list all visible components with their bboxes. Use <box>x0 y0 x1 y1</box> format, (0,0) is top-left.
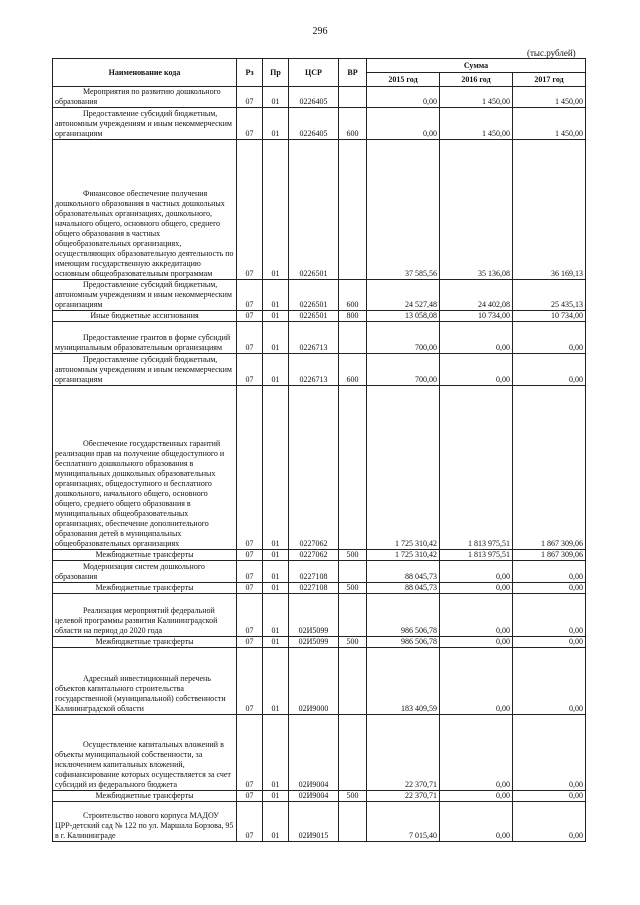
row-rz: 07 <box>237 354 263 386</box>
row-csr: 0226405 <box>289 108 339 140</box>
row-2016: 0,00 <box>440 637 513 648</box>
row-2016: 24 402,08 <box>440 280 513 311</box>
row-2016: 0,00 <box>440 715 513 791</box>
header-sum: Сумма <box>367 59 586 73</box>
row-2015: 1 725 310,42 <box>367 550 440 561</box>
row-pr: 01 <box>263 108 289 140</box>
row-2015: 22 370,71 <box>367 791 440 802</box>
row-vr: 500 <box>339 637 367 648</box>
row-2016: 1 450,00 <box>440 87 513 108</box>
row-vr <box>339 322 367 354</box>
row-2016: 1 450,00 <box>440 108 513 140</box>
header-vr: ВР <box>339 59 367 87</box>
row-2016: 0,00 <box>440 802 513 842</box>
row-2016: 10 734,00 <box>440 311 513 322</box>
row-rz: 07 <box>237 583 263 594</box>
row-2015: 0,00 <box>367 108 440 140</box>
row-2016: 1 813 975,51 <box>440 386 513 550</box>
row-2015: 183 409,59 <box>367 648 440 715</box>
row-pr: 01 <box>263 594 289 637</box>
row-csr: 02И9000 <box>289 648 339 715</box>
row-rz: 07 <box>237 322 263 354</box>
table-row <box>53 561 586 583</box>
row-name: Осуществление капитальных вложений в объекты муниципальной собственности, за исключением капитальных вложений, софинансирование которых осуществляется за счет субсидий из федерального бюджета <box>53 715 237 791</box>
row-2016: 0,00 <box>440 648 513 715</box>
row-rz: 07 <box>237 386 263 550</box>
row-name: Предоставление субсидий бюджетным, автономным учреждениям и иным некоммерческим организациям <box>53 108 237 140</box>
row-pr: 01 <box>263 280 289 311</box>
row-2016: 0,00 <box>440 791 513 802</box>
row-2017: 10 734,00 <box>513 311 586 322</box>
row-name: Предоставление грантов в форме субсидий муниципальным образовательным организациям <box>53 322 237 354</box>
table-row <box>53 280 586 311</box>
row-csr: 0226501 <box>289 140 339 280</box>
row-rz: 07 <box>237 87 263 108</box>
row-vr <box>339 648 367 715</box>
row-pr: 01 <box>263 354 289 386</box>
budget-table <box>52 58 586 842</box>
row-rz: 07 <box>237 715 263 791</box>
row-vr: 500 <box>339 583 367 594</box>
row-2017: 0,00 <box>513 594 586 637</box>
header-2015: 2015 год <box>367 73 440 87</box>
table-row <box>53 322 586 354</box>
row-csr: 02И9004 <box>289 715 339 791</box>
header-name: Наименование кода <box>53 59 237 87</box>
row-vr <box>339 386 367 550</box>
row-rz: 07 <box>237 802 263 842</box>
row-name: Мероприятия по развитию дошкольного образования <box>53 87 237 108</box>
row-rz: 07 <box>237 561 263 583</box>
row-2015: 22 370,71 <box>367 715 440 791</box>
table-row <box>53 637 586 648</box>
header-csr: ЦСР <box>289 59 339 87</box>
row-pr: 01 <box>263 791 289 802</box>
table-row <box>53 583 586 594</box>
row-2017: 0,00 <box>513 802 586 842</box>
row-2015: 24 527,48 <box>367 280 440 311</box>
table-row <box>53 648 586 715</box>
row-vr <box>339 715 367 791</box>
row-2017: 1 867 309,06 <box>513 550 586 561</box>
row-vr <box>339 140 367 280</box>
row-pr: 01 <box>263 583 289 594</box>
row-2017: 0,00 <box>513 637 586 648</box>
row-pr: 01 <box>263 802 289 842</box>
row-vr: 600 <box>339 354 367 386</box>
row-2015: 88 045,73 <box>367 561 440 583</box>
table-row <box>53 386 586 550</box>
table-body <box>53 87 586 842</box>
row-2017: 0,00 <box>513 322 586 354</box>
row-csr: 02И9015 <box>289 802 339 842</box>
row-csr: 0226405 <box>289 87 339 108</box>
row-pr: 01 <box>263 87 289 108</box>
row-csr: 0227062 <box>289 386 339 550</box>
row-csr: 0227062 <box>289 550 339 561</box>
row-2015: 88 045,73 <box>367 583 440 594</box>
row-2016: 1 813 975,51 <box>440 550 513 561</box>
row-2017: 1 450,00 <box>513 87 586 108</box>
row-2015: 700,00 <box>367 354 440 386</box>
row-vr: 600 <box>339 280 367 311</box>
row-2015: 7 015,40 <box>367 802 440 842</box>
row-csr: 0226501 <box>289 311 339 322</box>
table-row <box>53 311 586 322</box>
row-2017: 0,00 <box>513 648 586 715</box>
row-csr: 02И9004 <box>289 791 339 802</box>
row-2015: 0,00 <box>367 87 440 108</box>
row-name: Строительство нового корпуса МАДОУ ЦРР-детский сад № 122 по ул. Маршала Борзова, 95 в г. Калининграде <box>53 802 237 842</box>
row-rz: 07 <box>237 108 263 140</box>
row-rz: 07 <box>237 637 263 648</box>
row-2015: 13 058,08 <box>367 311 440 322</box>
row-2016: 0,00 <box>440 322 513 354</box>
row-csr: 02И5099 <box>289 594 339 637</box>
row-csr: 0227108 <box>289 583 339 594</box>
row-name: Межбюджетные трансферты <box>53 637 237 648</box>
row-vr: 600 <box>339 108 367 140</box>
row-vr <box>339 802 367 842</box>
row-rz: 07 <box>237 791 263 802</box>
row-rz: 07 <box>237 311 263 322</box>
row-pr: 01 <box>263 648 289 715</box>
row-vr: 500 <box>339 791 367 802</box>
row-2016: 35 136,08 <box>440 140 513 280</box>
row-pr: 01 <box>263 311 289 322</box>
table-row <box>53 802 586 842</box>
row-2016: 0,00 <box>440 354 513 386</box>
row-2017: 0,00 <box>513 715 586 791</box>
table-row <box>53 550 586 561</box>
row-2015: 1 725 310,42 <box>367 386 440 550</box>
row-2017: 1 867 309,06 <box>513 386 586 550</box>
row-vr: 800 <box>339 311 367 322</box>
table-row <box>53 140 586 280</box>
row-2015: 700,00 <box>367 322 440 354</box>
header-2017: 2017 год <box>513 73 586 87</box>
row-vr <box>339 561 367 583</box>
row-2017: 1 450,00 <box>513 108 586 140</box>
row-pr: 01 <box>263 140 289 280</box>
row-csr: 0226713 <box>289 322 339 354</box>
row-2015: 986 506,78 <box>367 637 440 648</box>
row-name: Реализация мероприятий федеральной целевой программы развития Калининградской области на период до 2020 года <box>53 594 237 637</box>
page-number: 296 <box>312 26 328 37</box>
row-name: Предоставление субсидий бюджетным, автономным учреждениям и иным некоммерческим организациям <box>53 354 237 386</box>
table-row <box>53 108 586 140</box>
row-2015: 37 585,56 <box>367 140 440 280</box>
row-2017: 36 169,13 <box>513 140 586 280</box>
row-2017: 0,00 <box>513 791 586 802</box>
row-2016: 0,00 <box>440 594 513 637</box>
row-rz: 07 <box>237 648 263 715</box>
row-vr <box>339 87 367 108</box>
row-2017: 0,00 <box>513 561 586 583</box>
row-rz: 07 <box>237 594 263 637</box>
row-csr: 02И5099 <box>289 637 339 648</box>
row-name: Обеспечение государственных гарантий реализации прав на получение общедоступного и бесплатного дошкольного образования в муниципальных дошкольных образовательных организациях, общедоступного и бесплатного дошкольного, начального общего, основного общего, среднего общего образования в муниципальных общеобразовательных организациях, обеспечение дополнительного образования детей в муниципальных общеобразовательных организациях <box>53 386 237 550</box>
row-csr: 0227108 <box>289 561 339 583</box>
row-name: Межбюджетные трансферты <box>53 583 237 594</box>
row-pr: 01 <box>263 715 289 791</box>
row-2017: 25 435,13 <box>513 280 586 311</box>
table-row <box>53 354 586 386</box>
row-name: Иные бюджетные ассигнования <box>53 311 237 322</box>
row-pr: 01 <box>263 322 289 354</box>
row-vr <box>339 594 367 637</box>
table-header <box>53 59 586 87</box>
row-name: Адресный инвестиционный перечень объектов капитального строительства государственной (муниципальной) собственности Калининградской области <box>53 648 237 715</box>
row-name: Финансовое обеспечение получения дошкольного образования в частных дошкольных образовательных организациях, дошкольного, начального общего, основного общего, среднего общего образования в частных общеобразовательных организациях, осуществляющих образовательную деятельность по имеющим государственную аккредитацию основным общеобразовательным программам <box>53 140 237 280</box>
header-rz: Рз <box>237 59 263 87</box>
row-name: Межбюджетные трансферты <box>53 550 237 561</box>
row-vr: 500 <box>339 550 367 561</box>
row-2016: 0,00 <box>440 561 513 583</box>
table-row <box>53 791 586 802</box>
row-name: Межбюджетные трансферты <box>53 791 237 802</box>
row-rz: 07 <box>237 550 263 561</box>
row-2016: 0,00 <box>440 583 513 594</box>
row-rz: 07 <box>237 140 263 280</box>
row-pr: 01 <box>263 550 289 561</box>
table-row <box>53 87 586 108</box>
row-csr: 0226713 <box>289 354 339 386</box>
header-pr: Пр <box>263 59 289 87</box>
row-name: Модернизация систем дошкольного образования <box>53 561 237 583</box>
row-name: Предоставление субсидий бюджетным, автономным учреждениям и иным некоммерческим организациям <box>53 280 237 311</box>
row-pr: 01 <box>263 637 289 648</box>
row-pr: 01 <box>263 386 289 550</box>
row-rz: 07 <box>237 280 263 311</box>
header-2016: 2016 год <box>440 73 513 87</box>
row-2017: 0,00 <box>513 354 586 386</box>
row-pr: 01 <box>263 561 289 583</box>
unit-note: (тыс.рублей) <box>527 48 576 58</box>
row-2015: 986 506,78 <box>367 594 440 637</box>
table-row <box>53 715 586 791</box>
table-row <box>53 594 586 637</box>
row-csr: 0226501 <box>289 280 339 311</box>
row-2017: 0,00 <box>513 583 586 594</box>
